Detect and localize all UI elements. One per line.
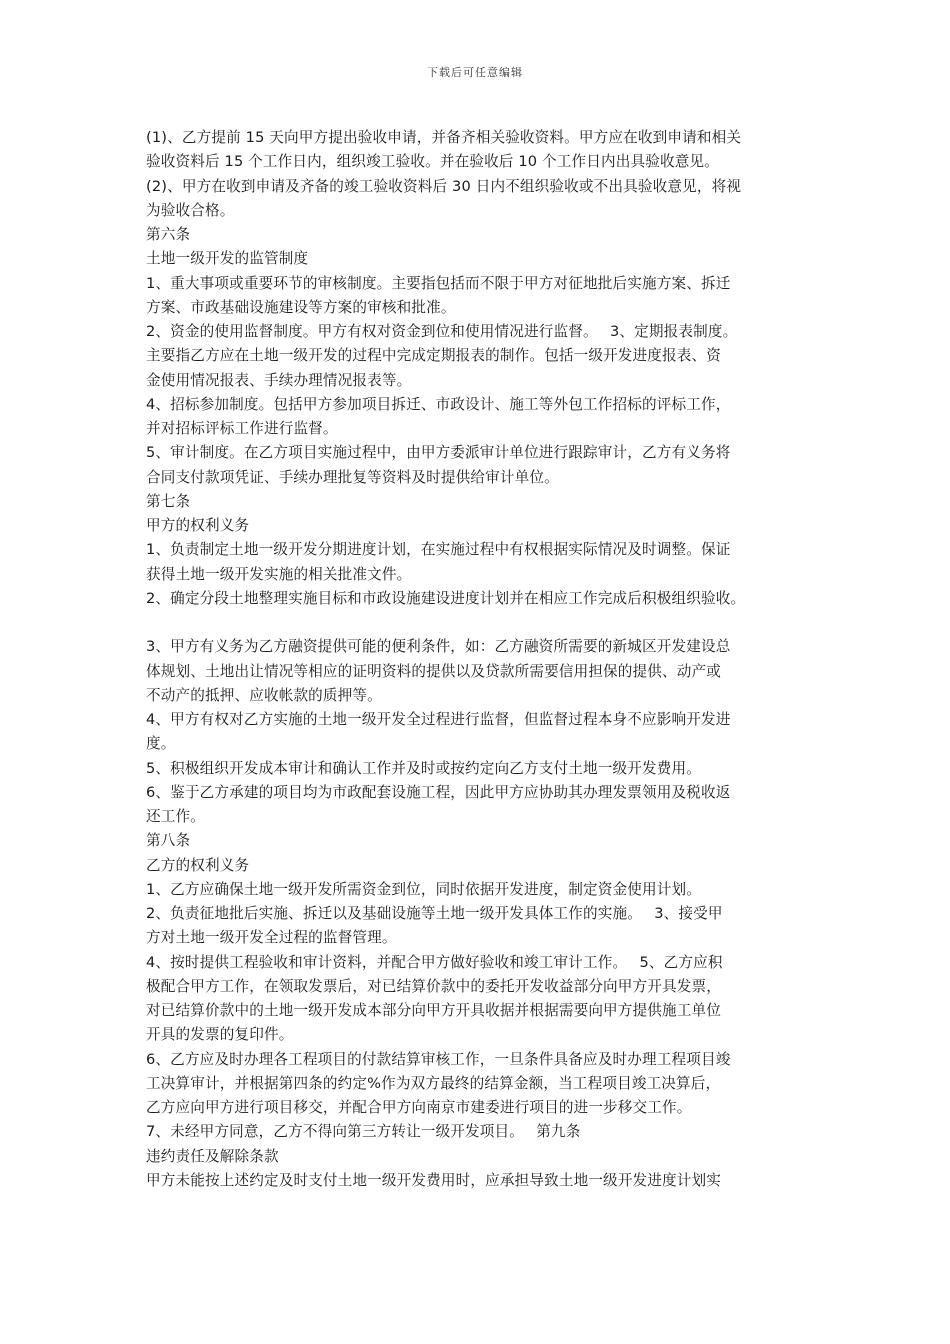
text-line: 第六条: [146, 226, 191, 243]
text-line: 5、审计制度。在乙方项目实施过程中，由甲方委派审计单位进行跟踪审计，乙方有义务将: [146, 444, 731, 462]
page-header: 下载后可任意编辑: [427, 66, 523, 79]
text-line: 6、鉴于乙方承建的项目均为市政配套设施工程，因此甲方应协助其办理发票领用及税收返: [146, 783, 731, 801]
text-line: 工决算审计，并根据第四条的约定%作为双方最终的结算金额，当工程项目竣工决算后，: [146, 1074, 721, 1092]
text-line: 2、资金的使用监督制度。甲方有权对资金到位和使用情况进行监督。 3、定期报表制度。: [146, 323, 738, 340]
text-line: 开具的发票的复印件。: [146, 1026, 294, 1044]
text-line: 为验收合格。: [146, 201, 235, 219]
text-line: 获得土地一级开发实施的相关批准文件。: [146, 565, 412, 583]
text-line: 方案、市政基础设施建设等方案的审核和批准。: [146, 298, 456, 316]
text-line: 体规划、土地出让情况等相应的证明资料的提供以及贷款所需要信用担保的提供、动产或: [146, 662, 722, 680]
text-line: 6、乙方应及时办理各工程项目的付款结算审核工作，一旦条件具备应及时办理工程项目竣: [146, 1050, 731, 1068]
text-line: (1)、乙方提前 15 天向甲方提出验收申请，并备齐相关验收资料。甲方应在收到申请和相关: [146, 129, 742, 146]
text-line: 方对土地一级开发全过程的监督管理。: [146, 929, 397, 947]
document-body: [146, 126, 826, 1193]
text-line: 5、积极组织开发成本审计和确认工作并及时或按约定向乙方支付土地一级开发费用。: [146, 759, 701, 777]
text-line: 金使用情况报表、手续办理情况报表等。: [146, 371, 412, 389]
text-line: 1、负责制定土地一级开发分期进度计划，在实施过程中有权根据实际情况及时调整。保证: [146, 541, 731, 559]
text-line: 甲方的权利义务: [146, 517, 250, 534]
text-line: 1、乙方应确保土地一级开发所需资金到位，同时依据开发进度，制定资金使用计划。: [146, 880, 701, 898]
text-line: 1、重大事项或重要环节的审核制度。主要指包括而不限于甲方对征地批后实施方案、拆迁: [146, 274, 731, 292]
text-line: (2)、甲方在收到申请及齐备的竣工验收资料后 30 日内不组织验收或不出具验收意见，将视: [146, 177, 742, 195]
text-line: 4、按时提供工程验收和审计资料，并配合甲方做好验收和竣工审计工作。 5、乙方应积: [146, 953, 723, 971]
text-line: 违约责任及解除条款: [146, 1147, 279, 1165]
text-line: 第八条: [146, 832, 191, 850]
text-line: 甲方未能按上述约定及时支付土地一级开发费用时，应承担导致土地一级开发进度计划实: [146, 1171, 722, 1189]
blank-line: [146, 611, 826, 635]
text-line: 验收资料后 15 个工作日内，组织竣工验收。并在验收后 10 个工作日内出具验收意见。: [146, 153, 719, 171]
text-line: 2、负责征地批后实施、拆迁以及基础设施等土地一级开发具体工作的实施。 3、接受甲: [146, 905, 723, 922]
text-line: 7、未经甲方同意，乙方不得向第三方转让一级开发项目。 第九条: [146, 1123, 581, 1141]
text-line: 第七条: [146, 492, 191, 510]
text-line: 土地一级开发的监管制度: [146, 250, 309, 268]
text-line: 4、招标参加制度。包括甲方参加项目拆迁、市政设计、施工等外包工作招标的评标工作，: [146, 395, 731, 413]
text-line: 4、甲方有权对乙方实施的土地一级开发全过程进行监督，但监督过程本身不应影响开发进: [146, 711, 731, 728]
text-line: 3、甲方有义务为乙方融资提供可能的便利条件，如：乙方融资所需要的新城区开发建设总: [146, 638, 731, 656]
text-line: 乙方的权利义务: [146, 856, 250, 874]
text-line: 不动产的抵押、应收帐款的质押等。: [146, 686, 382, 704]
text-line: 还工作。: [146, 808, 205, 825]
text-line: 乙方应向甲方进行项目移交，并配合甲方向南京市建委进行项目的进一步移交工作。: [146, 1099, 692, 1116]
text-line: 度。: [146, 735, 176, 753]
text-line: 2、确定分段土地整理实施目标和市政设施建设进度计划并在相应工作完成后积极组织验收。: [146, 589, 746, 607]
text-line: 极配合甲方工作，在领取发票后，对已结算价款中的委托开发收益部分向甲方开具发票，: [146, 977, 722, 995]
text-line: 并对招标评标工作进行监督。: [146, 420, 338, 437]
text-line: 合同支付款项凭证、手续办理批复等资料及时提供给审计单位。: [146, 468, 559, 486]
text-line: 主要指乙方应在土地一级开发的过程中完成定期报表的制作。包括一级开发进度报表、资: [146, 347, 722, 365]
text-line: 对已结算价款中的土地一级开发成本部分向甲方开具收据并根据需要向甲方提供施工单位: [146, 1002, 722, 1019]
